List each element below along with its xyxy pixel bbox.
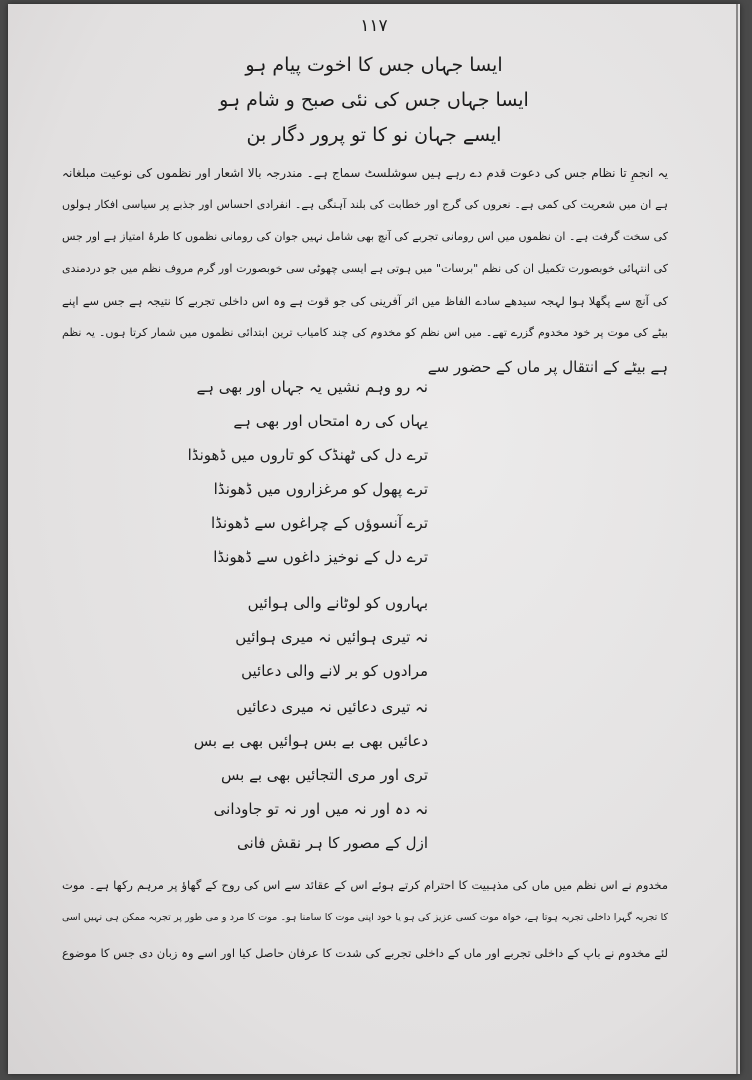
- paragraph-line: کا تجربہ گہرا داخلی تجربہ ہوتا ہے، خواہ موت کسی عزیز کی ہو یا خود اپنی موت کا سامنا ہو۔ موت کا مرد و می طور پر تجربہ ممکن ہی نہیں اسی: [62, 912, 668, 923]
- opening-verse-line: ایسا جہاں جس کی نئی صبح و شام ہو: [219, 89, 529, 111]
- paragraph-line: یہ انجمِ تا نظام جس کی دعوت قدم دے رہے ہیں سوشلسٹ سماج ہے۔ مندرجہ بالا اشعار اور نظموں کی نوعیت مبلغانہ: [62, 166, 668, 180]
- paragraph-line: ہے بیٹے کے انتقال پر ماں کے حضور سے: [427, 358, 668, 376]
- poem-line: بہاروں کو لوٹانے والی ہوائیں: [247, 594, 428, 612]
- poem-line: نہ تیری دعائیں نہ میری دعائیں: [236, 698, 428, 716]
- poem-line: ترے دل کی ٹھنڈک کو تاروں میں ڈھونڈا: [187, 446, 428, 464]
- paragraph-line: کی سخت گرفت ہے۔ ان نظموں میں اس رومانی تجربے کی آنچ بھی شامل نہیں جوان کی رومانی نظموں کا طرۂ امتیاز ہے اور جس: [62, 230, 668, 243]
- page-number: ۱۱۷: [360, 16, 388, 36]
- poem-line: ترے دل کے نوخیز داغوں سے ڈھونڈا: [213, 548, 428, 566]
- opening-verse-line: ایسا جہاں جس کا اخوت پیام ہو: [245, 54, 503, 76]
- poem-line: ازل کے مصور کا ہر نقش فانی: [237, 834, 428, 852]
- poem-line: تری اور مری التجائیں بھی بے بس: [221, 766, 428, 784]
- poem-line: نہ دہ اور نہ میں اور نہ تو جاودانی: [213, 800, 428, 818]
- poem-line: نہ تیری ہوائیں نہ میری ہوائیں: [235, 628, 428, 646]
- paragraph-line: بیٹے کی موت پر خود مخدوم گزرے تھے۔ میں اس نظم کو مخدوم کی چند کامیاب ترین ابتدائی نظموں میں شمار کرتا ہوں۔ یہ نظم: [62, 326, 668, 339]
- paragraph-line: کی انتہائی خوبصورت تکمیل ان کی نظم "برسات" میں ہوتی ہے ایسی چھوٹی سی خوبصورت اور گرم مروف نظم میں جو دردمندی: [62, 262, 668, 275]
- paragraph-line: کی آنچ سے پگھلا ہوا لہجہ سیدھے سادے الفاظ میں اثر آفرینی کی جو قوت ہے وہ اس داخلی تجربے کا نتیجہ ہے جس سے اپنے: [62, 294, 668, 308]
- paragraph-line: لئے مخدوم نے باپ کے داخلی تجربے اور ماں کے داخلی تجربے کی شدت کا عرفان حاصل کیا اور اسے وہ زبان دی جس کا موضوع: [62, 946, 668, 960]
- paragraph-line: مخدوم نے اس نظم میں ماں کی مذہبیت کا احترام کرتے ہوئے اس کے عقائد سے اس کی روح کے گھاؤ پر مرہم رکھا ہے۔ موت: [62, 878, 668, 892]
- poem-line: دعائیں بھی بے بس ہوائیں بھی بے بس: [193, 732, 428, 750]
- poem-line: نہ رو وہم نشیں یہ جہاں اور بھی ہے: [196, 378, 428, 396]
- poem-line: مرادوں کو بر لانے والی دعائیں: [241, 662, 428, 680]
- opening-verse-line: ایسے جہان نو کا تو پرور دگار بن: [246, 124, 502, 146]
- poem-line: یہاں کی رہ امتحاں اور بھی ہے: [233, 412, 428, 430]
- poem-line: ترے پھول کو مرغزاروں میں ڈھونڈا: [213, 480, 428, 498]
- scanned-page: [8, 4, 740, 1074]
- binding-edge: [736, 4, 738, 1074]
- poem-line: ترے آنسوؤں کے چراغوں سے ڈھونڈا: [211, 514, 428, 532]
- paragraph-line: ہے ان میں شعریت کی کمی ہے۔ نعروں کی گرج اور خطابت کی بلند آہنگی ہے۔ انفرادی احساس اور جذبے پر سیاسی افکار ہولوں: [62, 198, 668, 211]
